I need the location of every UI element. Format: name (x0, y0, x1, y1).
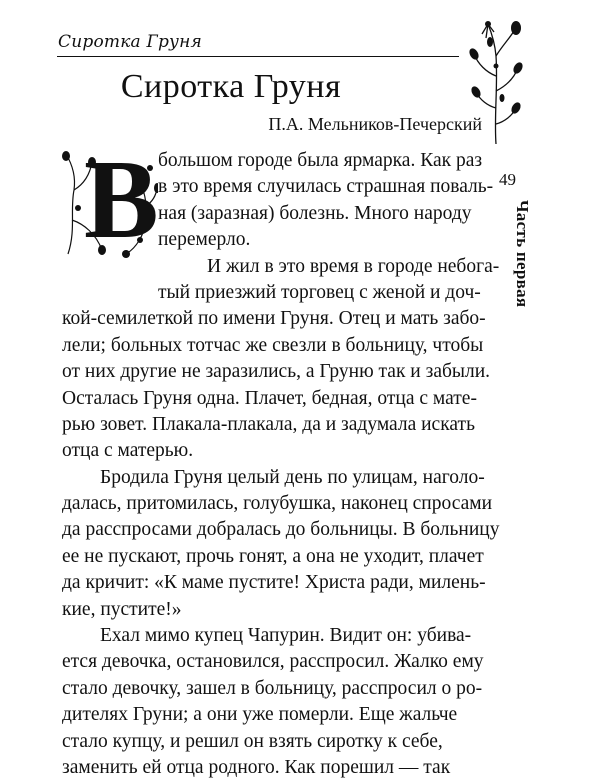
page-title: Сиротка Груня (120, 68, 342, 105)
text-line: от них другие не заразились, а Груню так и забыли. (62, 361, 491, 383)
text-line: кие, пустите!» (62, 598, 182, 620)
text-line: стало девочку, зашел в больницу, расспросил о ро- (62, 677, 483, 699)
text-line: рью зовет. Плакала-плакала, да и задумала искать (62, 413, 475, 435)
text-line: Бродила Груня целый день по улицам, наголо- (100, 466, 485, 488)
text-line: И жил в это время в городе небога- (207, 255, 500, 277)
text-line: лели; больных тотчас же свезли в больницу, чтобы (62, 334, 484, 356)
text-line: в это время случилась страшная поваль- (158, 176, 494, 198)
text-line: да кричит: «К маме пустите! Христа ради, милень- (62, 572, 486, 594)
text-line: Осталась Груня одна. Плачет, бедная, отца с мате- (62, 387, 477, 409)
page-number: 49 (499, 170, 516, 189)
text-line: заменить ей отца родного. Как порешил — так (62, 756, 451, 778)
text-line: ее не пускают, прочь гонят, а она не уходит, плачет (62, 545, 484, 567)
part-label: Часть первая (513, 200, 532, 308)
text-line: ется девочка, остановился, расспросил. Жалко ему (62, 651, 484, 673)
text-line: отца с матерью. (62, 440, 194, 462)
text-line: да расспросами добралась до больницы. В больницу (62, 519, 500, 541)
running-title: Сиротка Груня (58, 32, 202, 52)
author-name: П.А. Мельников-Печерский (268, 114, 482, 134)
text-line: большом городе была ярмарка. Как раз (158, 150, 483, 171)
text-line: Ехал мимо купец Чапурин. Видит он: убива- (100, 625, 472, 647)
text-line: стало купцу, и решил он взять сиротку к себе, (62, 730, 443, 752)
story-body (62, 148, 500, 781)
text-line: кой-семилеткой по имени Груня. Отец и мать забо- (62, 308, 486, 330)
text-line: тый приезжий торговец с женой и доч- (158, 281, 481, 303)
header-rule (57, 56, 459, 57)
dropcap-letter: В (84, 138, 159, 262)
text-line: ная (заразная) болезнь. Много народу (158, 202, 472, 224)
text-line: перемерло. (158, 229, 251, 251)
text-line: дителях Груни; а они уже померли. Еще жальче (62, 704, 458, 726)
text-line: далась, притомилась, голубушка, наконец спросами (62, 493, 493, 515)
